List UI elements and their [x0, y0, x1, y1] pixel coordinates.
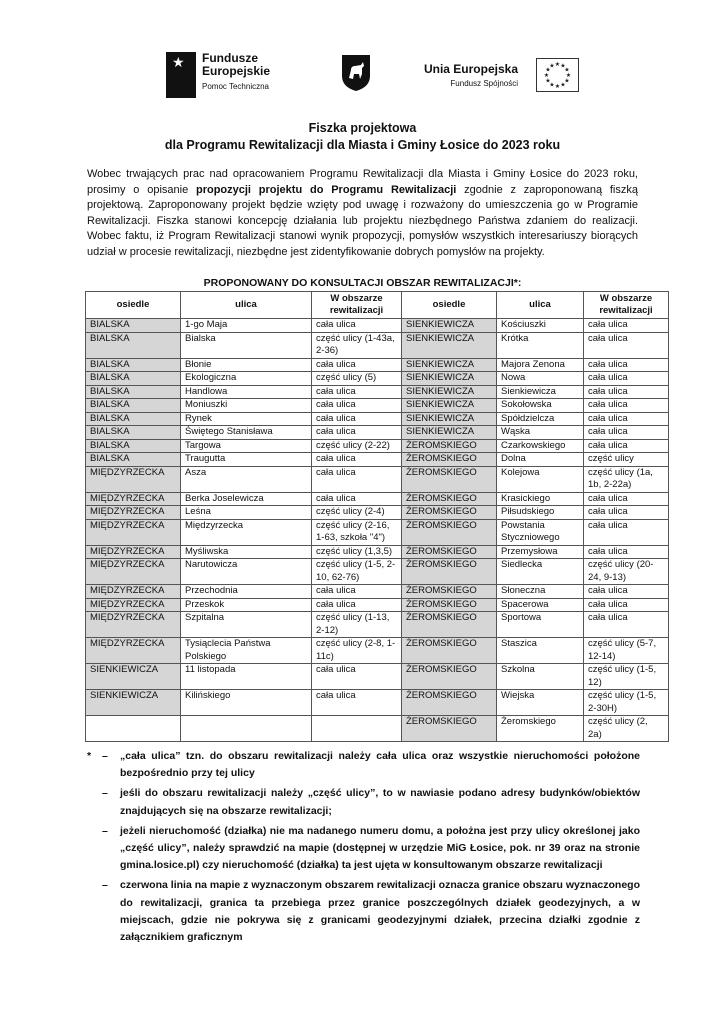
- cell-ulica: Wiejska: [497, 690, 584, 716]
- cell-ulica: Nowa: [497, 372, 584, 386]
- svg-text:★: ★: [545, 66, 551, 74]
- table-row: [86, 716, 669, 742]
- footnote-star: *: [87, 750, 92, 762]
- cell-ulica: Krótka: [497, 332, 584, 358]
- table-row: [86, 545, 669, 559]
- unia-europejska-logo: [412, 58, 577, 102]
- cell-zakres: cała ulica: [312, 466, 402, 492]
- header-ulica: ulica: [497, 292, 584, 319]
- cell-osiedle: BIALSKA: [86, 399, 181, 413]
- cell-osiedle: ŻEROMSKIEGO: [402, 492, 497, 506]
- header-w-obszarze: W obszarze rewitalizacji: [312, 292, 402, 319]
- intro-text-start: Wobec trwających prac nad opracowaniem Programu Rewitalizacji dla Miasta i Gminy Łosice do 2023 roku, prosimy o opisanie: [87, 168, 638, 196]
- cell-osiedle: ŻEROMSKIEGO: [402, 664, 497, 690]
- cell-osiedle: BIALSKA: [86, 453, 181, 467]
- logo-header: [0, 48, 725, 104]
- cell-ulica: Słoneczna: [497, 585, 584, 599]
- cell-ulica: Narutowicza: [181, 559, 312, 585]
- fe-star-mark-icon: ★: [166, 52, 196, 98]
- cell-zakres: cała ulica: [312, 358, 402, 372]
- footnote-item: [87, 823, 640, 875]
- cell-osiedle: MIĘDZYRZECKA: [86, 598, 181, 612]
- cell-osiedle: [86, 716, 181, 742]
- cell-ulica: Szpitalna: [181, 612, 312, 638]
- cell-osiedle: ŻEROMSKIEGO: [402, 545, 497, 559]
- cell-ulica: Kościuszki: [497, 319, 584, 333]
- cell-osiedle: SIENKIEWICZA: [402, 385, 497, 399]
- table-row: [86, 585, 669, 599]
- fe-logo-line1: Fundusze: [202, 51, 258, 65]
- footnote-text: jeśli do obszaru rewitalizacji należy „część ulicy”, to w nawiasie podano adresy budynków/obiektów znajdujących się na obszarze rewitalizacji;: [120, 787, 640, 817]
- cell-zakres: [312, 716, 402, 742]
- cell-ulica: Staszica: [497, 638, 584, 664]
- table-row: [86, 385, 669, 399]
- fe-logo-line3: Pomoc Techniczna: [202, 82, 269, 91]
- cell-ulica: Rynek: [181, 412, 312, 426]
- cell-osiedle: SIENKIEWICZA: [402, 319, 497, 333]
- cell-ulica: Sportowa: [497, 612, 584, 638]
- cell-osiedle: SIENKIEWICZA: [402, 332, 497, 358]
- cell-osiedle: MIĘDZYRZECKA: [86, 492, 181, 506]
- cell-osiedle: BIALSKA: [86, 385, 181, 399]
- cell-ulica: Moniuszki: [181, 399, 312, 413]
- footnote-item: [87, 785, 640, 819]
- svg-text:★: ★: [560, 81, 566, 89]
- table-row: [86, 690, 669, 716]
- cell-zakres: część ulicy: [584, 453, 669, 467]
- cell-ulica: Kolejowa: [497, 466, 584, 492]
- cell-ulica: Berka Joselewicza: [181, 492, 312, 506]
- footnote-dash: –: [102, 750, 108, 762]
- svg-text:★: ★: [545, 77, 551, 85]
- cell-zakres: cała ulica: [584, 358, 669, 372]
- table-row: [86, 319, 669, 333]
- cell-ulica: Błonie: [181, 358, 312, 372]
- svg-text:★: ★: [564, 66, 570, 74]
- intro-text-rest: zgodnie z zaproponowaną fiszką projektową. Zaproponowany projekt będzie wzięty pod uwagę i rozważony do umieszczenia go w Programie Rewitalizacji. Fiszka stanowi koncepcję działania lub projektu niezbędnego Państwa zdaniem do realizacji. Wobec faktu, iż Program Rewitalizacji stanowi wynik propozycji, pomysłów wszystkich interesariuszy biorących udział w procesie rewitalizacji, niezbędne jest zidentyfikowanie dobrych pomysłów na projekty.: [87, 183, 638, 258]
- eu-flag-icon: [536, 58, 579, 92]
- cell-zakres: część ulicy (1-13, 2-12): [312, 612, 402, 638]
- svg-text:★: ★: [554, 83, 561, 90]
- table-header-row: [86, 292, 669, 319]
- cell-zakres: część ulicy (1-43a, 2-36): [312, 332, 402, 358]
- cell-osiedle: SIENKIEWICZA: [402, 399, 497, 413]
- cell-osiedle: BIALSKA: [86, 372, 181, 386]
- footnote-text: czerwona linia na mapie z wyznaczonym obszarem rewitalizacji oznacza granice obszaru wyznaczonego do rewitalizacji, granica ta przebiega przez granice poszczególnych działek geodezyjnych, a w miejscach, gdzie nie pokrywa się z granicami geodezyjnymi działek, przecina działki zgodnie z załącznikiem graficznym: [120, 879, 640, 944]
- ue-logo-line1: Unia Europejska: [423, 62, 518, 76]
- cell-ulica: Targowa: [181, 439, 312, 453]
- cell-zakres: cała ulica: [584, 412, 669, 426]
- cell-osiedle: BIALSKA: [86, 358, 181, 372]
- cell-zakres: część ulicy (2-16, 1-63, szkoła "4"): [312, 519, 402, 545]
- table-row: [86, 492, 669, 506]
- cell-zakres: część ulicy (5-7, 12-14): [584, 638, 669, 664]
- cell-zakres: część ulicy (2, 2a): [584, 716, 669, 742]
- ue-logo-line2: Fundusz Spójności: [450, 79, 518, 88]
- cell-ulica: Świętego Stanisława: [181, 426, 312, 440]
- cell-ulica: Asza: [181, 466, 312, 492]
- cell-zakres: cała ulica: [584, 492, 669, 506]
- cell-ulica: Szkolna: [497, 664, 584, 690]
- footnote-dash: –: [102, 787, 108, 800]
- table-row: [86, 612, 669, 638]
- cell-ulica: Żeromskiego: [497, 716, 584, 742]
- table-row: [86, 638, 669, 664]
- cell-osiedle: SIENKIEWICZA: [402, 372, 497, 386]
- cell-zakres: część ulicy (1-5, 2-30H): [584, 690, 669, 716]
- table-title: PROPONOWANY DO KONSULTACJI OBSZAR REWITALIZACJI*:: [203, 277, 522, 289]
- cell-ulica: Przemysłowa: [497, 545, 584, 559]
- table-row: [86, 664, 669, 690]
- cell-osiedle: ŻEROMSKIEGO: [402, 638, 497, 664]
- cell-ulica: 1-go Maja: [181, 319, 312, 333]
- cell-osiedle: ŻEROMSKIEGO: [402, 453, 497, 467]
- footnote-text: „cała ulica” tzn. do obszaru rewitalizacji należy cała ulica oraz wszystkie nieruchomości położone bezpośrednio przy tej ulicy: [120, 750, 640, 780]
- svg-text:★: ★: [564, 77, 570, 85]
- cell-zakres: cała ulica: [584, 598, 669, 612]
- table-row: [86, 506, 669, 520]
- svg-text:★: ★: [560, 62, 566, 70]
- cell-ulica: Przeskok: [181, 598, 312, 612]
- table-row: [86, 519, 669, 545]
- header-osiedle: osiedle: [402, 292, 497, 319]
- intro-bold-phrase: propozycji projektu do Programu Rewitalizacji: [195, 183, 457, 196]
- cell-ulica: [181, 716, 312, 742]
- cell-osiedle: MIĘDZYRZECKA: [86, 638, 181, 664]
- svg-text:★: ★: [554, 61, 561, 68]
- cell-zakres: część ulicy (1-5, 12): [584, 664, 669, 690]
- svg-text:★: ★: [565, 72, 572, 79]
- cell-zakres: cała ulica: [584, 399, 669, 413]
- cell-zakres: część ulicy (2-22): [312, 439, 402, 453]
- title-line2: dla Programu Rewitalizacji dla Miasta i Gminy Łosice do 2023 roku: [164, 138, 561, 152]
- footnote-dash: –: [102, 824, 108, 837]
- cell-ulica: Leśna: [181, 506, 312, 520]
- cell-zakres: część ulicy (5): [312, 372, 402, 386]
- cell-zakres: cała ulica: [584, 319, 669, 333]
- table-row: [86, 426, 669, 440]
- cell-zakres: cała ulica: [584, 545, 669, 559]
- cell-osiedle: ŻEROMSKIEGO: [402, 585, 497, 599]
- cell-ulica: Czarkowskiego: [497, 439, 584, 453]
- cell-zakres: cała ulica: [312, 453, 402, 467]
- cell-osiedle: MIĘDZYRZECKA: [86, 506, 181, 520]
- table-row: [86, 453, 669, 467]
- header-osiedle: osiedle: [86, 292, 181, 319]
- title-line1: Fiszka projektowa: [308, 121, 417, 135]
- cell-osiedle: SIENKIEWICZA: [86, 664, 181, 690]
- cell-ulica: Piłsudskiego: [497, 506, 584, 520]
- cell-osiedle: SIENKIEWICZA: [402, 358, 497, 372]
- table-row: [86, 466, 669, 492]
- cell-ulica: Sienkiewicza: [497, 385, 584, 399]
- svg-text:★: ★: [549, 62, 555, 70]
- cell-zakres: cała ulica: [584, 585, 669, 599]
- cell-osiedle: MIĘDZYRZECKA: [86, 519, 181, 545]
- cell-zakres: cała ulica: [312, 492, 402, 506]
- cell-ulica: Ekologiczna: [181, 372, 312, 386]
- svg-text:★: ★: [549, 81, 555, 89]
- cell-osiedle: ŻEROMSKIEGO: [402, 519, 497, 545]
- cell-zakres: cała ulica: [312, 399, 402, 413]
- cell-osiedle: MIĘDZYRZECKA: [86, 545, 181, 559]
- cell-zakres: część ulicy (20-24, 9-13): [584, 559, 669, 585]
- footnote-dash: –: [102, 879, 108, 892]
- cell-zakres: część ulicy (1,3,5): [312, 545, 402, 559]
- fe-logo-line2: Europejskie: [202, 64, 271, 78]
- cell-osiedle: SIENKIEWICZA: [402, 426, 497, 440]
- cell-zakres: cała ulica: [312, 598, 402, 612]
- cell-osiedle: ŻEROMSKIEGO: [402, 559, 497, 585]
- cell-zakres: część ulicy (2-8, 1-11c): [312, 638, 402, 664]
- fundusze-europejskie-logo: [166, 50, 278, 102]
- cell-osiedle: ŻEROMSKIEGO: [402, 716, 497, 742]
- cell-osiedle: MIĘDZYRZECKA: [86, 466, 181, 492]
- cell-zakres: część ulicy (1-5, 2-10, 62-76): [312, 559, 402, 585]
- table-row: [86, 412, 669, 426]
- cell-zakres: cała ulica: [584, 439, 669, 453]
- cell-osiedle: MIĘDZYRZECKA: [86, 559, 181, 585]
- cell-ulica: Traugutta: [181, 453, 312, 467]
- cell-ulica: Kilińskiego: [181, 690, 312, 716]
- cell-ulica: Spółdzielcza: [497, 412, 584, 426]
- cell-ulica: Majora Zenona: [497, 358, 584, 372]
- cell-osiedle: ŻEROMSKIEGO: [402, 612, 497, 638]
- municipal-crest-icon: [341, 54, 371, 92]
- cell-osiedle: BIALSKA: [86, 332, 181, 358]
- cell-ulica: Krasickiego: [497, 492, 584, 506]
- cell-osiedle: ŻEROMSKIEGO: [402, 439, 497, 453]
- footnote-text: jeżeli nieruchomość (działka) nie ma nadanego numeru domu, a położna jest przy ulicy określonej jako „część ulicy”, należy sprawdzić na mapie (dostępnej w urzędzie MiG Łosice, pok. nr 39 oraz na stronie gmina.losice.pl) czy nieruchomość (działka) ta jest ujęta w konsultowanym obszarze rewitalizacji: [120, 824, 640, 872]
- cell-ulica: Spacerowa: [497, 598, 584, 612]
- table-row: [86, 598, 669, 612]
- cell-ulica: Międzyrzecka: [181, 519, 312, 545]
- cell-zakres: cała ulica: [312, 412, 402, 426]
- cell-zakres: część ulicy (2-4): [312, 506, 402, 520]
- footnotes: [87, 748, 640, 946]
- cell-zakres: cała ulica: [312, 385, 402, 399]
- cell-ulica: Siedlecka: [497, 559, 584, 585]
- cell-ulica: Sokołowska: [497, 399, 584, 413]
- cell-zakres: cała ulica: [312, 319, 402, 333]
- cell-zakres: cała ulica: [584, 385, 669, 399]
- footnote-item: [87, 877, 640, 946]
- table-row: [86, 439, 669, 453]
- cell-zakres: cała ulica: [312, 664, 402, 690]
- header-ulica: ulica: [181, 292, 312, 319]
- table-row: [86, 399, 669, 413]
- intro-paragraph: [87, 167, 638, 261]
- cell-zakres: cała ulica: [312, 585, 402, 599]
- cell-zakres: część ulicy (1a, 1b, 2-22a): [584, 466, 669, 492]
- cell-osiedle: ŻEROMSKIEGO: [402, 466, 497, 492]
- cell-ulica: Dolna: [497, 453, 584, 467]
- svg-text:★: ★: [543, 72, 550, 79]
- cell-zakres: cała ulica: [584, 426, 669, 440]
- cell-osiedle: ŻEROMSKIEGO: [402, 506, 497, 520]
- cell-osiedle: ŻEROMSKIEGO: [402, 690, 497, 716]
- cell-zakres: cała ulica: [584, 519, 669, 545]
- cell-zakres: cała ulica: [584, 332, 669, 358]
- cell-zakres: cała ulica: [584, 612, 669, 638]
- table-row: [86, 332, 669, 358]
- cell-osiedle: SIENKIEWICZA: [86, 690, 181, 716]
- table-row: [86, 559, 669, 585]
- footnote-item: [87, 748, 640, 782]
- cell-ulica: Bialska: [181, 332, 312, 358]
- table-row: [86, 372, 669, 386]
- table-row: [86, 358, 669, 372]
- cell-zakres: cała ulica: [312, 690, 402, 716]
- cell-ulica: Handlowa: [181, 385, 312, 399]
- cell-osiedle: MIĘDZYRZECKA: [86, 612, 181, 638]
- cell-osiedle: BIALSKA: [86, 439, 181, 453]
- cell-ulica: Przechodnia: [181, 585, 312, 599]
- cell-osiedle: SIENKIEWICZA: [402, 412, 497, 426]
- cell-osiedle: BIALSKA: [86, 426, 181, 440]
- cell-ulica: 11 listopada: [181, 664, 312, 690]
- cell-ulica: Myśliwska: [181, 545, 312, 559]
- cell-zakres: cała ulica: [584, 372, 669, 386]
- cell-ulica: Wąska: [497, 426, 584, 440]
- revitalization-area-table: [85, 291, 669, 742]
- cell-osiedle: ŻEROMSKIEGO: [402, 598, 497, 612]
- cell-ulica: Tysiąclecia Państwa Polskiego: [181, 638, 312, 664]
- cell-osiedle: BIALSKA: [86, 412, 181, 426]
- cell-zakres: cała ulica: [584, 506, 669, 520]
- cell-ulica: Powstania Styczniowego: [497, 519, 584, 545]
- header-w-obszarze: W obszarze rewitalizacji: [584, 292, 669, 319]
- document-title: [0, 120, 725, 154]
- cell-osiedle: BIALSKA: [86, 319, 181, 333]
- cell-zakres: cała ulica: [312, 426, 402, 440]
- cell-osiedle: MIĘDZYRZECKA: [86, 585, 181, 599]
